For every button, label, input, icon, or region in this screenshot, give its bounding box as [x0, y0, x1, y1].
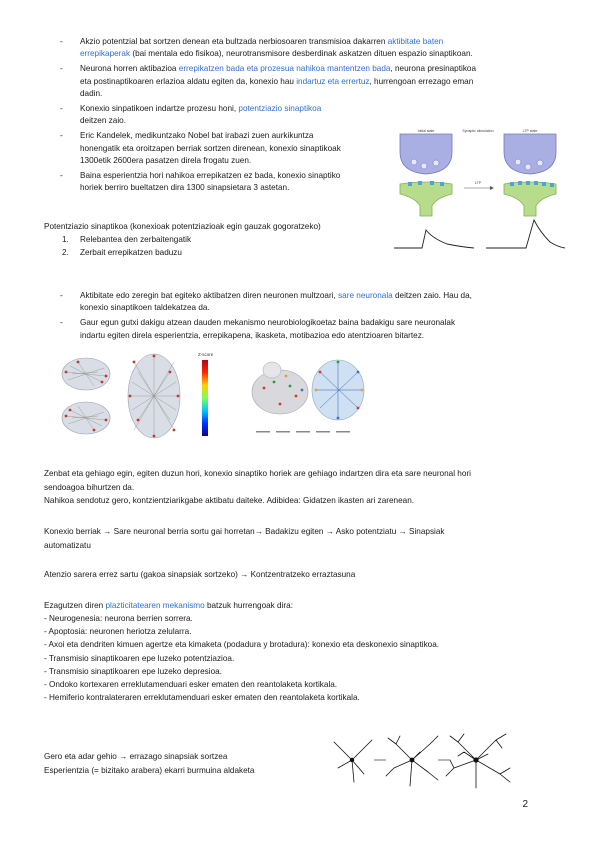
synapse-label-left: Initial state	[417, 129, 435, 133]
list-number: 1.	[62, 235, 69, 244]
bullet-line	[80, 64, 476, 75]
text-span: Konexio sinpatikoen indartze prozesu honi,	[80, 104, 239, 113]
text-span: eta postinaptikoaren erlazioa aldatu egiten da, konexio hau	[80, 76, 297, 86]
text-span: deitzen zaio. Hau da,	[392, 291, 472, 300]
bullet-line	[80, 116, 126, 127]
brain-3d-figure	[250, 352, 370, 440]
paragraph-line: Zenbat eta gehiago egin, egiten duzun hori, konexio sinaptiko horiek are gehiago indartzen dira eta sare neuronal hori	[44, 469, 471, 478]
highlight-term: aktibitate baten	[387, 37, 444, 46]
highlight-term: errepikatzen bada eta prozesua nahikoa mantentzen bada	[178, 64, 391, 74]
bullet-dash: -	[60, 291, 63, 300]
bullet-dash: -	[60, 318, 63, 328]
bullet-line	[80, 318, 455, 329]
paragraph-line: sendoagoa bihurtzen da.	[44, 482, 135, 492]
plasticity-item: - Transmisio sinaptikoaren epe luzeko potentziazioa.	[44, 653, 235, 663]
text-span: Eric Kandelek, medikuntzako Nobel bat irabazi zuen aurkikuntza	[80, 131, 314, 141]
bullet-line	[80, 303, 210, 314]
paragraph-line: Gero eta adar gehio → errazago sinapsiak sortzea	[44, 752, 228, 761]
text-span: indartu egiten direla esperientzia, errepikapena, ikasketa, motibazioa edo atentzioaren bitartez.	[80, 330, 425, 340]
bullet-line	[80, 131, 313, 142]
synapse-arrow-label: LTP	[474, 181, 482, 185]
bullet-line	[80, 104, 321, 115]
bullet-line	[80, 77, 473, 88]
bullet-line	[80, 37, 443, 48]
plasticity-item: - Hemiferio kontralateraren erreklutamenduari esker ematen den reantolaketa kortikala.	[44, 693, 360, 703]
plasticity-item: - Transmisio sinaptikoaren epe luzeko depresioa.	[44, 666, 222, 676]
bullet-line	[80, 144, 341, 155]
text-span: Akzio potentzial bat sortzen denean eta bultzada nerbiosoaren transmisioa dakarren	[80, 37, 388, 46]
text-span: , hurrengoan errezago eman	[369, 76, 474, 86]
highlight-term: errepikaperak	[80, 49, 131, 59]
plasticity-item: - Axoi eta dendriten kimuen agertze eta kimaketa (podadura y brotadura): konexio eta deskonexio sinaptikoa.	[44, 640, 440, 650]
text-span: (bai mentala edo fisikoa), neurotransmisore desberdinak askatzen dituen espazio sinaptikoan.	[130, 49, 473, 59]
highlight-term: sare neuronala	[338, 291, 393, 300]
text-span: horiek berriro bueltatzen dira 1300 sinapsietara 3 astetan.	[80, 183, 290, 193]
list-item: Zerbait errepikatzen baduzu	[80, 248, 182, 257]
text-span: Ezagutzen diren	[44, 601, 106, 610]
text-span: konexio sinaptikoen taldekatzea da.	[80, 303, 210, 313]
synapse-label-right: LTP state	[522, 129, 538, 133]
bullet-dash: -	[60, 171, 63, 180]
bullet-line	[80, 89, 102, 100]
plasticity-intro	[44, 601, 293, 612]
text-span: , neurona presinaptikoa	[390, 64, 477, 74]
text-span: honengatik eta oroitzapen berriak sortzen direnean, konexio sinaptikoak	[80, 143, 341, 153]
text-span: 1300etik 2600era pasatzen direla frogatu zuen.	[80, 156, 252, 166]
paragraph-line: Konexio berriak → Sare neuronal berria sortu gai horretan→ Badakizu egiten → Asko potentziatu → Sinapsiak	[44, 527, 445, 536]
synapse-ltp-svg	[392, 128, 567, 258]
text-span: batzuk hurrengoak dira:	[204, 601, 293, 610]
paragraph-line: Nahikoa sendotuz gero, kontzientziarikgabe aktibatu daiteke. Adibidea: Gidatzen ikasten ari zarenean.	[44, 496, 415, 505]
bullet-dash: -	[60, 64, 63, 74]
highlight-term: indartuz eta errertuz	[296, 76, 370, 86]
bullet-dash: -	[60, 131, 63, 141]
potentziazio-title: Potentziazio sinaptikoa (konexioak potentziazioak egin gauzak gogoratzeko)	[44, 222, 321, 231]
brain-network-figure	[58, 352, 188, 440]
bullet-line	[80, 171, 340, 182]
highlight-term: potentziazio sinaptikoa	[238, 104, 322, 113]
bullet-line	[80, 156, 251, 167]
paragraph-line: automatizatu	[44, 540, 91, 550]
bullet-line	[80, 331, 424, 342]
paragraph-atenzio: Atenzio sarera errez sartu (gakoa sinapsiak sortzeko) → Kontzentratzeko erraztasuna	[44, 570, 356, 579]
bullet-line	[80, 291, 472, 302]
bullet-dash: -	[60, 104, 63, 113]
neuron-branching-figure	[300, 730, 530, 790]
text-span: deitzen zaio.	[80, 116, 126, 126]
bullet-dash: -	[60, 37, 63, 46]
text-span: Gaur egun gutxi dakigu atzean dauden mekanismo neurobiologikoetaz baina badakigu sare neuronalak	[80, 318, 456, 328]
highlight-term: plazticitatearen mekanismo	[105, 601, 205, 610]
plasticity-item: - Apoptosia: neuronen heriotza zelularra.	[44, 627, 192, 637]
text-span: dadin.	[80, 89, 103, 99]
text-span: Neurona horren aktibazioa	[80, 64, 179, 74]
bullet-line	[80, 49, 473, 60]
synapse-label-mid: Synaptic stimulation	[462, 129, 494, 133]
text-span: Baina esperientzia hori nahikoa errepikatzen ez bada, konexio sinaptiko	[80, 171, 341, 180]
list-number: 2.	[62, 248, 69, 257]
zscore-colorbar	[198, 352, 228, 440]
bullet-line	[80, 183, 289, 194]
colorbar-label: Z-score	[198, 352, 214, 357]
synapse-ltp-figure	[392, 128, 567, 258]
text-span: Aktibitate edo zeregin bat egiteko aktibatzen diren neuronen multzoari,	[80, 291, 339, 300]
list-item: Relebantea den zerbaitengatik	[80, 235, 192, 244]
plasticity-item: - Neurogenesia: neurona berrien sorrera.	[44, 614, 193, 623]
plasticity-item: - Ondoko kortexaren erreklutamenduari esker ematen den reantolaketa kortikala.	[44, 680, 338, 689]
paragraph-line: Esperientzia (= bizitako arabera) ekarri burmuina aldaketa	[44, 765, 255, 775]
page-number: 2	[522, 799, 528, 810]
